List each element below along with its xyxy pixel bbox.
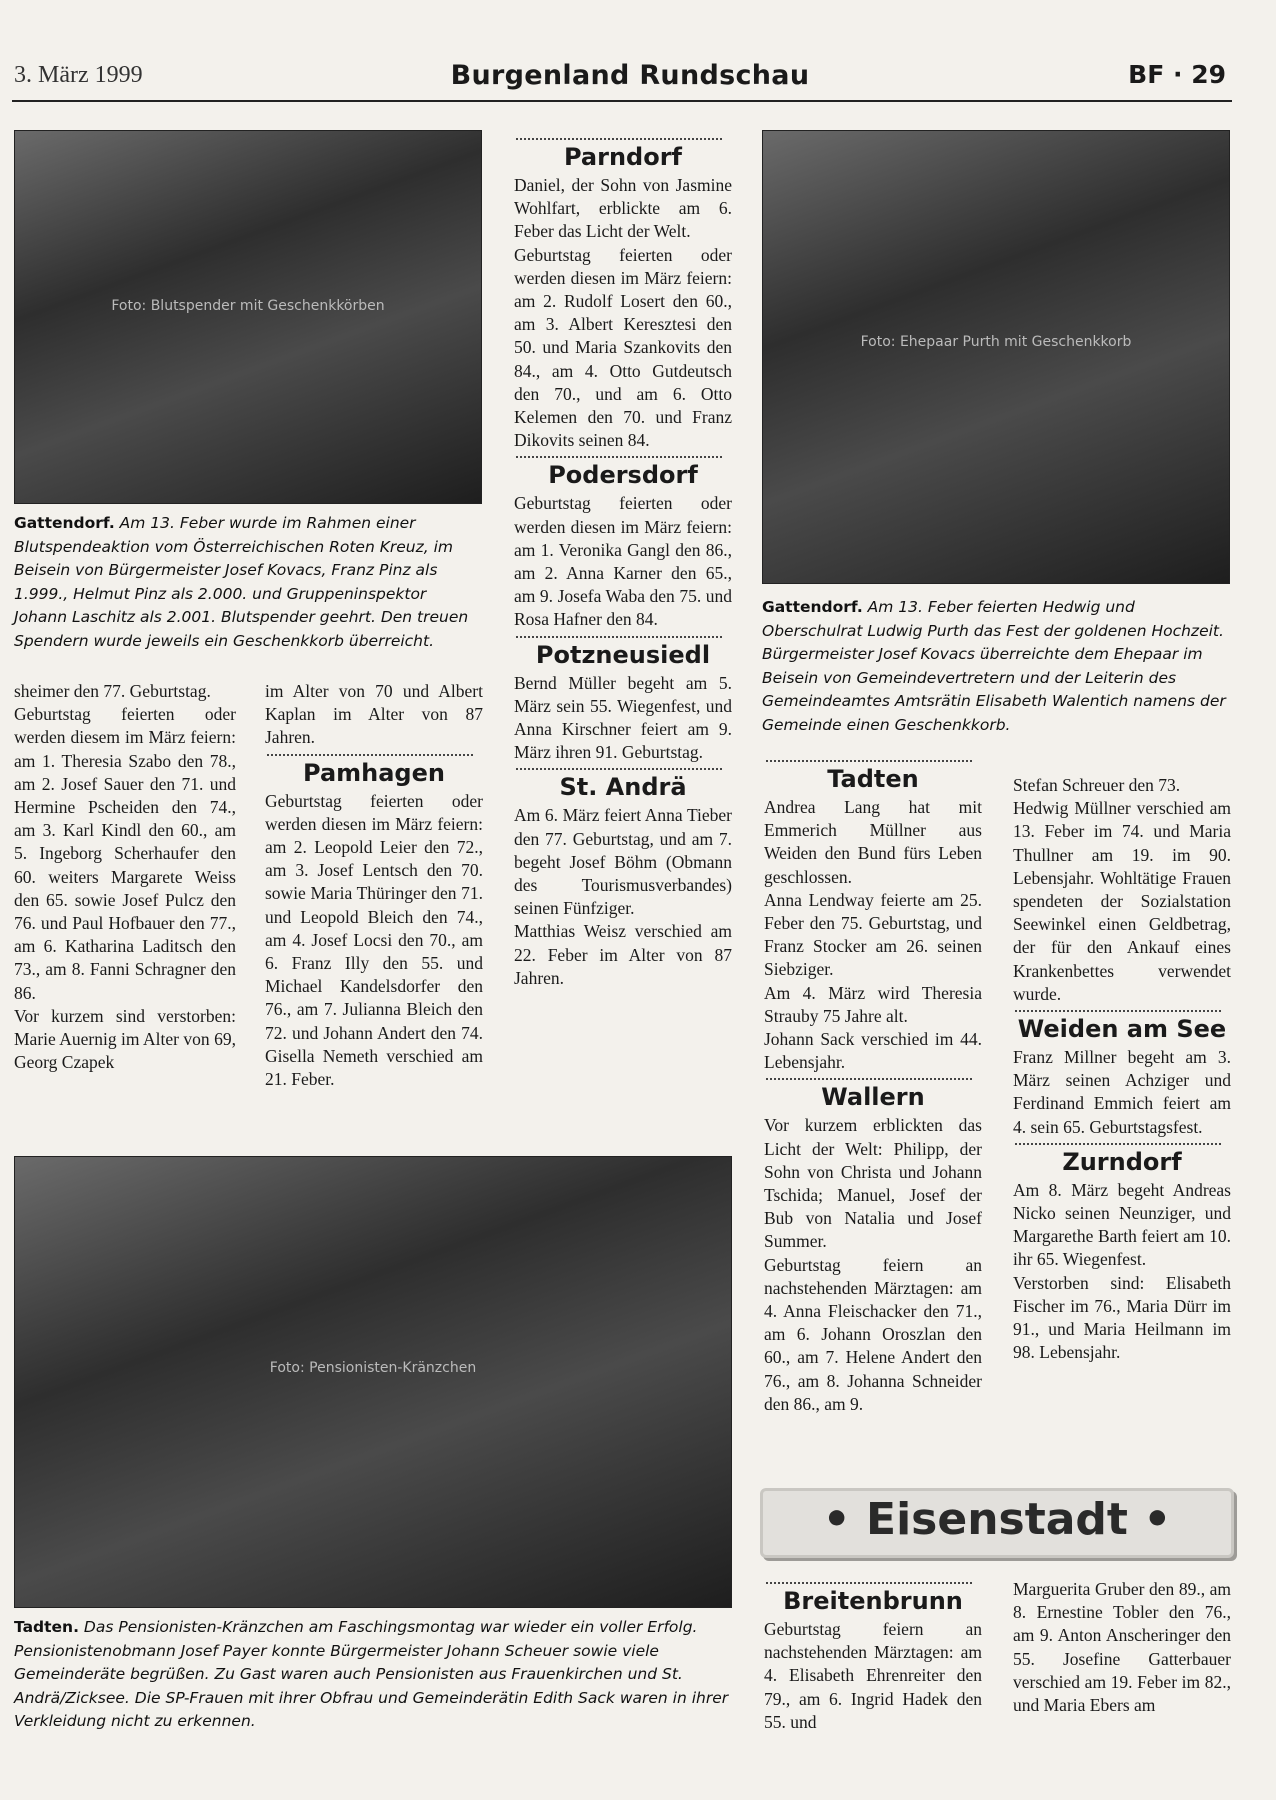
caption-place: Tadten. bbox=[14, 1618, 79, 1636]
paragraph: Geburtstag feiern an nachstehenden Märztagen: am 4. Anna Fleischacker den 71., am 6. Johann Oroszlan den 60., am 7. Helene Andert den 76., am 8. Johanna Schneider den 86., am 9. bbox=[764, 1254, 982, 1414]
paragraph: Geburtstag feierten oder werden diesem im März feiern: am 1. Theresia Szabo den 78., am 2. Josef Sauer den 71. und Hermine Pscheiden den 74., am 3. Karl Kindl den 60., am 5. Ingeborg Scherhaufer den 60. weiters Margarete Weiss den 65. sowie Josef Pulcz den 76. und Paul Hofbauer den 77., am 6. Katharina Laditsch den 73., am 8. Fanni Schragner den 86. bbox=[14, 704, 236, 1003]
caption-place: Gattendorf. bbox=[14, 514, 115, 532]
column-3 bbox=[514, 134, 732, 990]
section-heading-wallern: Wallern bbox=[821, 1083, 925, 1112]
section-divider bbox=[516, 138, 722, 140]
paragraph: Geburtstag feierten oder werden diesen im März feiern: am 2. Leopold Leier den 72., am 3. Josef Lentsch den 70. sowie Maria Thüringer den 71. und Leopold Bleich den 74., am 4. Josef Locsi den 70., am 6. Franz Illy den 55. und Michael Kandelsdorfer den 76., am 7. Julianna Bleich den 72. und Johann Andert den 74. Gisella Nemeth verschied am 21. Feber. bbox=[265, 790, 483, 1090]
paragraph: Vor kurzem sind verstorben: Marie Auernig im Alter von 69, Georg Czapek bbox=[14, 1005, 236, 1073]
paragraph: Am 6. März feiert Anna Tieber den 77. Geburtstag, und am 7. begeht Josef Böhm (Obmann des Tourismusverbandes) seinen Fünfziger. bbox=[514, 805, 732, 919]
section-divider bbox=[516, 456, 722, 458]
paragraph: Andrea Lang hat mit Emmerich Müllner aus Weiden den Bund fürs Leben geschlossen. bbox=[764, 797, 982, 887]
paragraph: Am 4. März wird Theresia Strauby 75 Jahre alt. bbox=[764, 982, 982, 1026]
photo-placeholder: Foto: Blutspender mit Geschenkkörben bbox=[111, 298, 385, 315]
paragraph: Stefan Schreuer den 73. bbox=[1013, 775, 1181, 795]
page-number: BF · 29 bbox=[1128, 60, 1226, 89]
paragraph: Daniel, der Sohn von Jasmine Wohlfart, erblickte am 6. Feber das Licht der Welt. bbox=[514, 175, 732, 242]
paragraph: Geburtstag feierten oder werden diesen im März feiern: am 2. Rudolf Losert den 60., am 3. Albert Keresztesi den 50. und Maria Szankovits den 84., am 4. Otto Gutdeutsch den 70., und am 6. Otto Kelemen den 70. und Franz Dikovits seinen 84. bbox=[514, 244, 732, 451]
newspaper-title: Burgenland Rundschau bbox=[450, 60, 810, 91]
section-heading-pamhagen: Pamhagen bbox=[303, 758, 445, 787]
paragraph: Verstorben sind: Elisabeth Fischer im 76., Maria Dürr im 91., und Maria Heilmann im 98. Lebensjahr. bbox=[1013, 1272, 1231, 1363]
caption-text: Am 13. Feber feierten Hedwig und Oberschulrat Ludwig Purth das Fest der goldenen Hochzeit. Bürgermeister Josef Kovacs überreichte dem Ehepaar im Beisein von Gemeindevertretern und der Leiterin des Gemeindeamtes Amtsrätin Elisabeth Walentich namens der Gemeinde einen Geschenkkorb. bbox=[762, 598, 1226, 734]
section-divider bbox=[766, 1582, 972, 1584]
paragraph: Hedwig Müllner verschied am 13. Feber im 74. und Maria Thullner am 19. im 90. Lebensjahr. Wohltätige Frauen spendeten der Sozialstation Seewinkel einen Geldbetrag, der für den Ankauf eines Krankenbettes verwendet wurde. bbox=[1013, 798, 1231, 1004]
golden-wedding-photo bbox=[762, 130, 1230, 584]
paragraph: Am 8. März begeht Andreas Nicko seinen Neunziger, und Margarethe Barth feiert am 10. ihr 65. Wiegenfest. bbox=[1013, 1179, 1231, 1270]
paragraph: Geburtstag feiern an nachstehenden Märztagen: am 4. Elisabeth Ehrenreiter den 79., am 6. Ingrid Hadek den 55. und bbox=[764, 1619, 982, 1732]
photo-placeholder: Foto: Pensionisten-Kränzchen bbox=[269, 1359, 477, 1376]
section-heading-podersdorf: Podersdorf bbox=[548, 461, 698, 490]
paragraph: Johann Sack verschied im 44. Lebensjahr. bbox=[764, 1029, 982, 1073]
paragraph: Franz Millner begeht am 3. März seinen Achziger und Ferdinand Emmich feiert am 4. sein 65. Geburtstagsfest. bbox=[1013, 1047, 1231, 1137]
section-heading-parndorf: Parndorf bbox=[563, 143, 682, 171]
paragraph: Marguerita Gruber den 89., am 8. Ernestine Tobler den 76., am 9. Anton Anscheringer den 55. Josefine Gatterbauer verschied am 19. Feber im 82., und Maria Ebers am bbox=[1013, 1579, 1231, 1716]
column-4 bbox=[764, 756, 982, 1416]
paragraph: sheimer den 77. Geburtstag. bbox=[14, 681, 211, 701]
section-heading-potzneusiedl: Potzneusiedl bbox=[535, 640, 711, 669]
column-1 bbox=[14, 680, 236, 1074]
paragraph: Vor kurzem erblickten das Licht der Welt: Philipp, der Sohn von Christa und Johann Tschida; Manuel, Josef der Bub von Natalia und Josef Summer. bbox=[764, 1115, 982, 1252]
column-2 bbox=[265, 680, 483, 1091]
paragraph: Anna Lendway feierte am 25. Feber den 75. Geburtstag, und Franz Stocker am 26. seinen Siebziger. bbox=[764, 889, 982, 980]
column-5 bbox=[1013, 774, 1231, 1364]
paragraph: Geburtstag feierten oder werden diesen im März feiern: am 1. Veronika Gangl den 86., am 2. Anna Karner den 65., am 9. Josefa Waba den 75. und Rosa Hafner den 84. bbox=[514, 493, 732, 630]
caption-text: Das Pensionisten-Kränzchen am Faschingsmontag war wieder ein voller Erfolg. Pensionistenobmann Josef Payer konnte Bürgermeister Johann Scheuer sowie viele Gemeinderäte begrüßen. Zu Gast waren auch Pensionisten aus Frauenkirchen und St. Andrä/Zicksee. Die SP-Frauen mit ihrer Obfrau und Gemeinderätin Edith Sack waren in ihrer Verkleidung nicht zu erkennen. bbox=[14, 1618, 729, 1730]
section-divider bbox=[766, 1078, 972, 1080]
blood-drive-caption bbox=[14, 512, 484, 653]
section-heading-st-andrae: St. Andrä bbox=[559, 773, 687, 802]
section-divider bbox=[1015, 1010, 1221, 1012]
caption-text: Am 13. Feber wurde im Rahmen einer Blutspendeaktion vom Österreichischen Roten Kreuz, im Beisein von Bürgermeister Josef Kovacs, Franz Pinz als 1.999., Helmut Pinz als 2.000. und Gruppeninspektor Johann Laschitz als 2.001. Blutspender geehrt. Den treuen Spendern wurde jeweils ein Geschenkkorb überreicht. bbox=[14, 514, 469, 650]
section-divider bbox=[1015, 1143, 1221, 1145]
caption-place: Gattendorf. bbox=[762, 598, 863, 616]
section-divider bbox=[766, 760, 972, 762]
section-heading-breitenbrunn: Breitenbrunn bbox=[783, 1587, 963, 1615]
header-rule bbox=[12, 100, 1232, 102]
eisenstadt-banner: • Eisenstadt • bbox=[822, 1494, 1172, 1545]
column-5-bottom bbox=[1013, 1578, 1231, 1717]
paragraph: Matthias Weisz verschied am 22. Feber im Alter von 87 Jahren. bbox=[514, 921, 732, 988]
section-heading-weiden: Weiden am See bbox=[1017, 1015, 1227, 1044]
section-divider bbox=[516, 636, 722, 638]
paragraph: im Alter von 70 und Albert Kaplan im Alter von 87 Jahren. bbox=[265, 681, 483, 748]
section-divider bbox=[267, 754, 473, 756]
golden-wedding-caption bbox=[762, 596, 1228, 737]
issue-date: 3. März 1999 bbox=[14, 62, 143, 88]
pensioners-photo bbox=[14, 1156, 732, 1608]
section-heading-zurndorf: Zurndorf bbox=[1062, 1147, 1182, 1176]
column-4-bottom bbox=[764, 1578, 982, 1734]
section-divider bbox=[516, 768, 722, 770]
blood-drive-photo bbox=[14, 130, 482, 504]
pensioners-caption bbox=[14, 1616, 734, 1734]
paragraph: Bernd Müller begeht am 5. März sein 55. Wiegenfest, und Anna Kirschner feiert am 9. März ihren 91. Geburtstag. bbox=[514, 672, 732, 763]
photo-placeholder: Foto: Ehepaar Purth mit Geschenkkorb bbox=[860, 334, 1132, 351]
section-heading-tadten: Tadten bbox=[827, 765, 919, 793]
